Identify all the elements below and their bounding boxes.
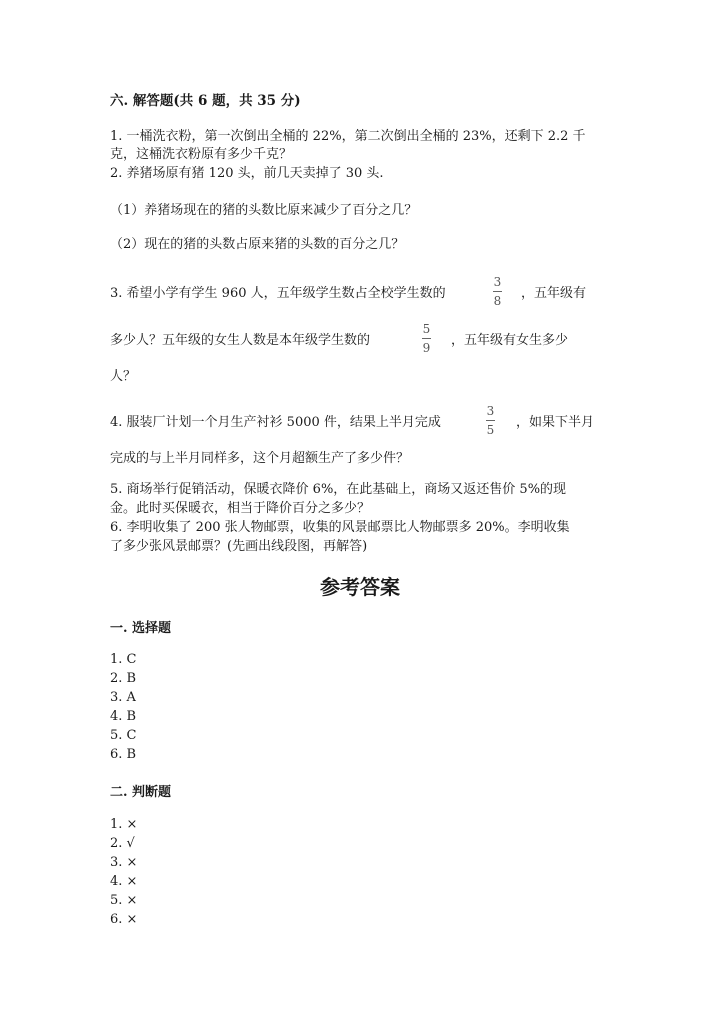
q3-line3: 人？ (110, 369, 137, 384)
answer-item: 3. A (110, 690, 136, 705)
q3-line2-b: ，五年级有女生多少 (451, 333, 569, 348)
fraction-bar (493, 291, 502, 292)
q4-line2: 完成的与上半月同样多，这个月超额生产了多少件？ (110, 451, 410, 466)
answers-section-2-heading: 二. 判断题 (110, 785, 172, 800)
q6-line1: 6. 李明收集了 200 张人物邮票，收集的风景邮票比人物邮票多 20%。李明收集 (110, 520, 570, 535)
q3-line2-a: 多少人？五年级的女生人数是本年级学生数的 (110, 333, 371, 348)
fraction-denominator: 5 (486, 423, 495, 437)
section-heading-6: 六. 解答题(共 6 题，共 35 分) (110, 93, 301, 109)
fraction-numerator: 3 (486, 404, 495, 418)
answer-item: 6. B (110, 747, 137, 762)
q3-fraction-2 (422, 323, 431, 354)
q1-line2: 克，这桶洗衣粉原有多少千克？ (110, 147, 293, 162)
q4-line1-a: 4. 服装厂计划一个月生产衬衫 5000 件，结果上半月完成 (110, 415, 441, 430)
answer-item: 4. B (110, 709, 137, 724)
fraction-numerator: 5 (422, 322, 431, 336)
answer-item: 6. × (110, 912, 138, 927)
q4-line1-b: ，如果下半月 (516, 415, 595, 430)
answers-section-1-heading: 一. 选择题 (110, 621, 172, 636)
fraction-bar (422, 338, 431, 339)
fraction-denominator: 9 (422, 341, 431, 355)
answer-item: 5. × (110, 893, 138, 908)
q3-line1-b: ，五年级有 (521, 286, 587, 301)
q3-fraction-1 (493, 276, 502, 307)
answer-key-title: 参考答案 (320, 575, 400, 599)
answer-item: 4. × (110, 874, 138, 889)
answer-item: 2. √ (110, 836, 135, 851)
q2-sub1: （1）养猪场现在的猪的头数比原来减少了百分之几？ (110, 203, 418, 218)
fraction-numerator: 3 (493, 275, 502, 289)
answer-item: 1. × (110, 817, 138, 832)
q2-sub2: （2）现在的猪的头数占原来猪的头数的百分之几？ (110, 237, 405, 252)
answer-item: 1. C (110, 652, 137, 667)
answer-item: 2. B (110, 671, 137, 686)
answer-item: 3. × (110, 855, 138, 870)
q2-line1: 2. 养猪场原有猪 120 头，前几天卖掉了 30 头. (110, 166, 384, 181)
answer-item: 5. C (110, 728, 137, 743)
q6-line2: 了多少张风景邮票？(先画出线段图，再解答) (110, 539, 368, 554)
q3-line1-a: 3. 希望小学有学生 960 人，五年级学生数占全校学生数的 (110, 286, 446, 301)
fraction-denominator: 8 (493, 294, 502, 308)
q5-line2: 金。此时买保暖衣，相当于降价百分之多少？ (110, 501, 371, 516)
fraction-bar (486, 420, 495, 421)
q5-line1: 5. 商场举行促销活动，保暖衣降价 6%，在此基础上，商场又返还售价 5%的现 (110, 482, 567, 497)
q1-line1: 1. 一桶洗衣粉，第一次倒出全桶的 22%，第二次倒出全桶的 23%，还剩下 2.2 千 (110, 129, 586, 144)
q4-fraction (486, 405, 495, 436)
